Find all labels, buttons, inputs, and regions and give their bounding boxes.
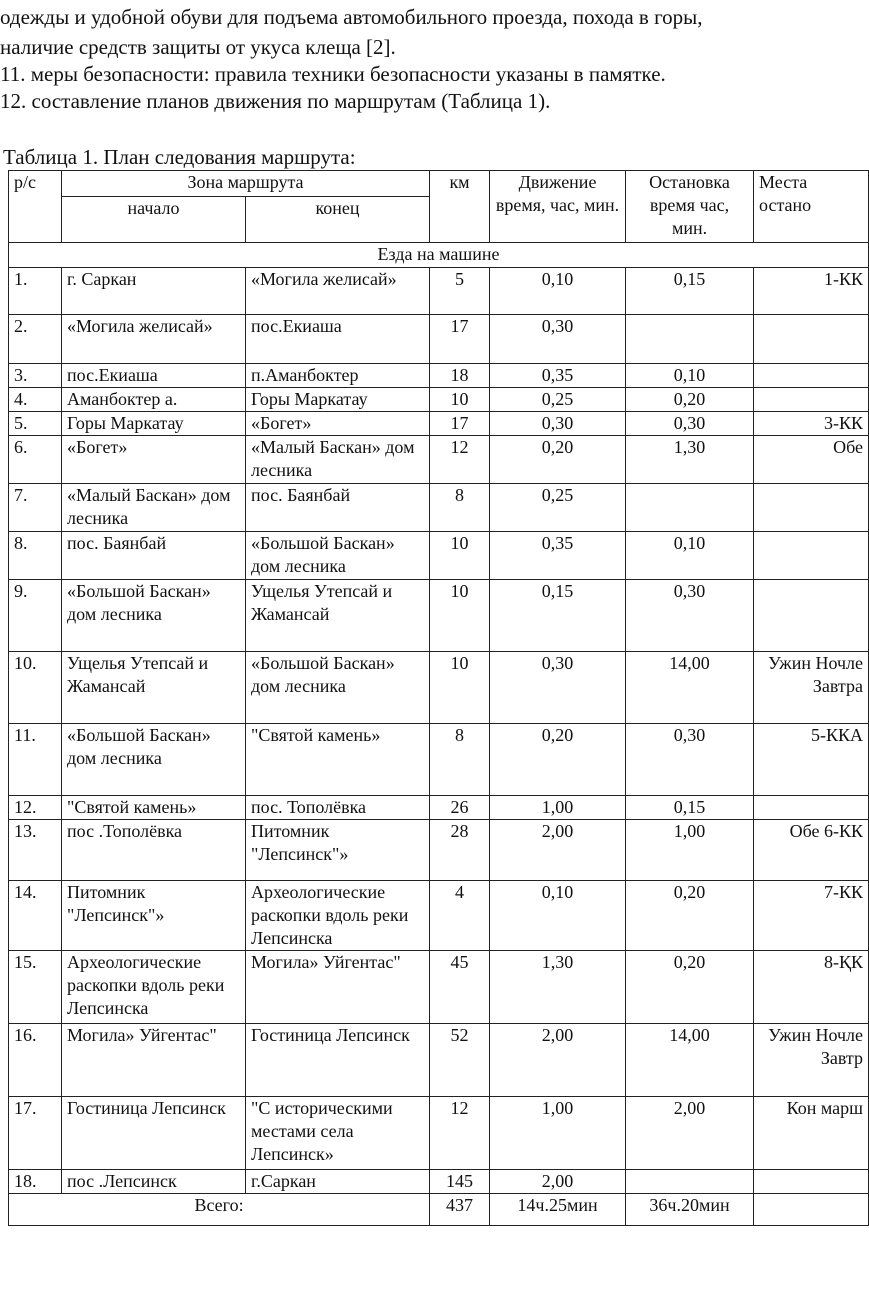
route-end-cell: пос.Екиаша	[246, 315, 430, 364]
row-number-cell: 7.	[9, 484, 62, 532]
km-cell: 17	[430, 315, 490, 364]
km-cell: 4	[430, 881, 490, 951]
row-number-cell: 17.	[9, 1097, 62, 1170]
stop-place-cell	[754, 388, 869, 412]
route-end-cell: «Богет»	[246, 412, 430, 436]
header-start: начало	[62, 197, 246, 243]
stop-time-cell: 0,10	[626, 532, 754, 580]
route-start-cell: Горы Маркатау	[62, 412, 246, 436]
route-start-cell: г. Саркан	[62, 268, 246, 315]
route-end-cell: Горы Маркатау	[246, 388, 430, 412]
row-number-cell: 13.	[9, 820, 62, 881]
table-row	[9, 364, 869, 388]
km-cell: 5	[430, 268, 490, 315]
stop-place-cell: Ужин Ночле Завтра	[754, 652, 869, 724]
stop-place-cell	[754, 796, 869, 820]
move-time-cell: 0,30	[490, 412, 626, 436]
intro-line-3: 11. меры безопасности: правила техники безопасности указаны в памятке.	[0, 62, 666, 86]
route-end-cell: «Могила желисай»	[246, 268, 430, 315]
route-end-cell: Гостиница Лепсинск	[246, 1024, 430, 1097]
total-label: Всего:	[9, 1194, 430, 1226]
km-cell: 26	[430, 796, 490, 820]
route-start-cell: пос. Баянбай	[62, 532, 246, 580]
total-km: 437	[430, 1194, 490, 1226]
route-rows	[9, 268, 869, 1194]
table-row	[9, 436, 869, 484]
km-cell: 12	[430, 436, 490, 484]
route-end-cell: «Большой Баскан» дом лесника	[246, 532, 430, 580]
move-time-cell: 0,25	[490, 484, 626, 532]
stop-time-cell	[626, 315, 754, 364]
row-number-cell: 9.	[9, 580, 62, 652]
route-end-cell: пос. Баянбай	[246, 484, 430, 532]
km-cell: 45	[430, 951, 490, 1024]
stop-time-cell: 0,10	[626, 364, 754, 388]
table-row	[9, 652, 869, 724]
move-time-cell: 2,00	[490, 1170, 626, 1194]
table-row	[9, 796, 869, 820]
route-end-cell: Питомник "Лепсинск"»	[246, 820, 430, 881]
km-cell: 145	[430, 1170, 490, 1194]
table-row	[9, 881, 869, 951]
row-number-cell: 12.	[9, 796, 62, 820]
km-cell: 10	[430, 388, 490, 412]
stop-place-cell	[754, 532, 869, 580]
total-stop-time: 36ч.20мин	[626, 1194, 754, 1226]
stop-time-cell: 1,00	[626, 820, 754, 881]
route-start-cell: пос.Екиаша	[62, 364, 246, 388]
route-end-cell: Ущелья Утепсай и Жамансай	[246, 580, 430, 652]
row-number-cell: 15.	[9, 951, 62, 1024]
row-number-cell: 1.	[9, 268, 62, 315]
stop-time-cell: 0,15	[626, 796, 754, 820]
table-row	[9, 724, 869, 796]
row-number-cell: 2.	[9, 315, 62, 364]
km-cell: 12	[430, 1097, 490, 1170]
row-number-cell: 11.	[9, 724, 62, 796]
intro-line-4: 12. составление планов движения по маршрутам (Таблица 1).	[0, 89, 551, 113]
header-rs: р/с	[9, 171, 62, 243]
route-start-cell: Археологические раскопки вдоль реки Лепсинска	[62, 951, 246, 1024]
stop-time-cell: 0,30	[626, 724, 754, 796]
table-row	[9, 412, 869, 436]
total-place	[754, 1194, 869, 1226]
route-plan-table	[8, 170, 869, 1226]
route-start-cell: Ущелья Утепсай и Жамансай	[62, 652, 246, 724]
route-start-cell: «Большой Баскан» дом лесника	[62, 724, 246, 796]
move-time-cell: 0,35	[490, 364, 626, 388]
table-row	[9, 315, 869, 364]
route-start-cell: пос .Тополёвка	[62, 820, 246, 881]
route-start-cell: «Могила желисай»	[62, 315, 246, 364]
route-start-cell: «Богет»	[62, 436, 246, 484]
route-end-cell: "Святой камень»	[246, 724, 430, 796]
move-time-cell: 1,30	[490, 951, 626, 1024]
stop-place-cell: 3-КК	[754, 412, 869, 436]
row-number-cell: 3.	[9, 364, 62, 388]
stop-place-cell	[754, 315, 869, 364]
km-cell: 18	[430, 364, 490, 388]
route-end-cell: пос. Тополёвка	[246, 796, 430, 820]
route-end-cell: Могила» Уйгентас"	[246, 951, 430, 1024]
table-row	[9, 268, 869, 315]
stop-place-cell: 1-КК	[754, 268, 869, 315]
table-row	[9, 532, 869, 580]
route-start-cell: «Большой Баскан» дом лесника	[62, 580, 246, 652]
move-time-cell: 0,15	[490, 580, 626, 652]
header-km: км	[430, 171, 490, 243]
intro-line-1: одежды и удобной обуви для подъема автомобильного проезда, похода в горы,	[0, 5, 703, 29]
move-time-cell: 0,20	[490, 436, 626, 484]
row-number-cell: 16.	[9, 1024, 62, 1097]
route-start-cell: Могила» Уйгентас"	[62, 1024, 246, 1097]
km-cell: 28	[430, 820, 490, 881]
route-start-cell: «Малый Баскан» дом лесника	[62, 484, 246, 532]
stop-time-cell	[626, 1170, 754, 1194]
stop-time-cell: 0,15	[626, 268, 754, 315]
move-time-cell: 0,35	[490, 532, 626, 580]
move-time-cell: 1,00	[490, 1097, 626, 1170]
row-number-cell: 10.	[9, 652, 62, 724]
km-cell: 10	[430, 580, 490, 652]
stop-time-cell: 0,30	[626, 412, 754, 436]
km-cell: 52	[430, 1024, 490, 1097]
move-time-cell: 0,25	[490, 388, 626, 412]
stop-time-cell: 0,30	[626, 580, 754, 652]
row-number-cell: 18.	[9, 1170, 62, 1194]
km-cell: 10	[430, 652, 490, 724]
stop-time-cell: 0,20	[626, 881, 754, 951]
row-number-cell: 8.	[9, 532, 62, 580]
stop-place-cell: 5-ККА	[754, 724, 869, 796]
table-row	[9, 580, 869, 652]
km-cell: 10	[430, 532, 490, 580]
section-by-car: Езда на машине	[9, 243, 869, 268]
km-cell: 8	[430, 484, 490, 532]
route-end-cell: "С историческими местами села Лепсинск»	[246, 1097, 430, 1170]
move-time-cell: 0,10	[490, 268, 626, 315]
route-start-cell: Гостиница Лепсинск	[62, 1097, 246, 1170]
route-table-container	[8, 170, 864, 1245]
stop-place-cell	[754, 580, 869, 652]
stop-time-cell	[626, 484, 754, 532]
table-row	[9, 1170, 869, 1194]
stop-place-cell: Кон марш	[754, 1097, 869, 1170]
row-number-cell: 14.	[9, 881, 62, 951]
header-stop-time: Остановка время час, мин.	[626, 171, 754, 243]
stop-time-cell: 14,00	[626, 1024, 754, 1097]
stop-place-cell: Обе 6-КК	[754, 820, 869, 881]
stop-place-cell: 7-КК	[754, 881, 869, 951]
move-time-cell: 0,20	[490, 724, 626, 796]
table-row	[9, 820, 869, 881]
route-end-cell: Археологические раскопки вдоль реки Лепсинска	[246, 881, 430, 951]
route-end-cell: «Малый Баскан» дом лесника	[246, 436, 430, 484]
row-number-cell: 6.	[9, 436, 62, 484]
header-end: конец	[246, 197, 430, 243]
table-caption: Таблица 1. План следования маршрута:	[3, 145, 356, 169]
table-row	[9, 388, 869, 412]
total-move-time: 14ч.25мин	[490, 1194, 626, 1226]
route-end-cell: п.Аманбоктер	[246, 364, 430, 388]
move-time-cell: 2,00	[490, 820, 626, 881]
km-cell: 17	[430, 412, 490, 436]
stop-time-cell: 2,00	[626, 1097, 754, 1170]
stop-time-cell: 1,30	[626, 436, 754, 484]
route-start-cell: пос .Лепсинск	[62, 1170, 246, 1194]
stop-time-cell: 0,20	[626, 388, 754, 412]
route-end-cell: г.Саркан	[246, 1170, 430, 1194]
table-row	[9, 1097, 869, 1170]
header-stop-place: Места остано	[754, 171, 869, 243]
move-time-cell: 2,00	[490, 1024, 626, 1097]
stop-place-cell: 8-ҚК	[754, 951, 869, 1024]
stop-place-cell: Ужин Ночле Завтр	[754, 1024, 869, 1097]
move-time-cell: 0,30	[490, 652, 626, 724]
move-time-cell: 1,00	[490, 796, 626, 820]
km-cell: 8	[430, 724, 490, 796]
stop-place-cell	[754, 484, 869, 532]
row-number-cell: 5.	[9, 412, 62, 436]
stop-time-cell: 0,20	[626, 951, 754, 1024]
table-row	[9, 484, 869, 532]
total-row	[9, 1194, 869, 1226]
intro-line-2: наличие средств защиты от укуса клеща [2].	[0, 35, 396, 59]
header-zone: Зона маршрута	[62, 171, 430, 197]
stop-time-cell: 14,00	[626, 652, 754, 724]
route-end-cell: «Большой Баскан» дом лесника	[246, 652, 430, 724]
route-start-cell: Аманбоктер а.	[62, 388, 246, 412]
header-move-time: Движение время, час, мин.	[490, 171, 626, 243]
stop-place-cell	[754, 364, 869, 388]
row-number-cell: 4.	[9, 388, 62, 412]
stop-place-cell	[754, 1170, 869, 1194]
table-row	[9, 951, 869, 1024]
table-row	[9, 1024, 869, 1097]
move-time-cell: 0,10	[490, 881, 626, 951]
move-time-cell: 0,30	[490, 315, 626, 364]
route-start-cell: "Святой камень»	[62, 796, 246, 820]
stop-place-cell: Обе	[754, 436, 869, 484]
route-start-cell: Питомник "Лепсинск"»	[62, 881, 246, 951]
